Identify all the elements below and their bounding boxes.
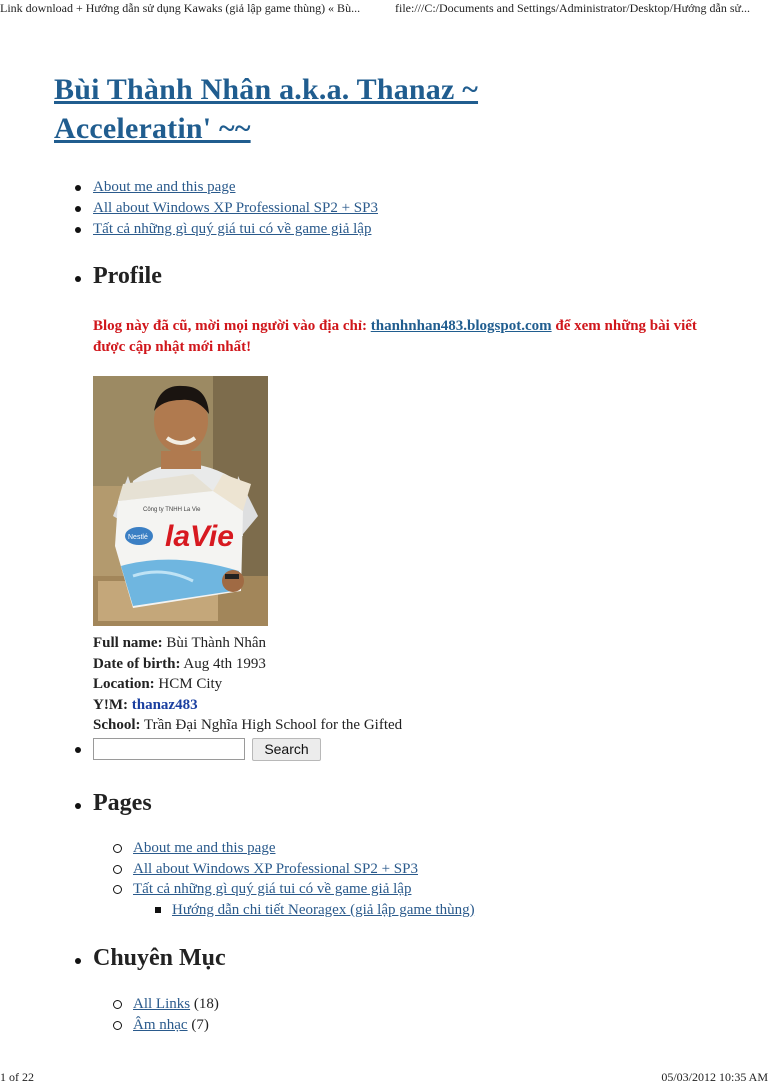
blog-title[interactable]: Bùi Thành Nhân a.k.a. Thanaz ~ Acceleratin' ~~ [54, 73, 479, 145]
pages-subitem [152, 900, 475, 921]
profile-photo-illustration [93, 376, 268, 626]
categories-heading: Chuyên Mục [60, 943, 226, 973]
pages-list [113, 838, 475, 920]
category-count: (18) [193, 996, 219, 1012]
print-header-title: Link download + Hướng dẫn sử dụng Kawaks (giả lập game thùng) « Bù... [0, 1, 361, 15]
category-item [113, 1015, 219, 1036]
category-link-am-nhac[interactable]: Âm nhạc [133, 1016, 188, 1033]
pages-item [113, 879, 475, 920]
profile-info [93, 633, 402, 736]
school-label: School: [93, 717, 141, 733]
dob-row [93, 654, 402, 675]
full-name-row [93, 633, 402, 654]
page-number: 1 of 22 [0, 1070, 34, 1084]
dob-value: Aug 4th 1993 [180, 655, 266, 672]
box-logo: laVie [165, 520, 234, 553]
new-blog-link[interactable]: thanhnhan483.blogspot.com [370, 318, 552, 334]
pages-link-neoragex[interactable]: Hướng dẫn chi tiết Neoragex (giả lập game thùng) [172, 901, 475, 918]
category-count: (7) [191, 1016, 209, 1033]
print-header [0, 0, 768, 16]
print-footer [0, 1068, 768, 1084]
print-header-url: file:///C:/Documents and Settings/Administrator/Desktop/Hướng dẫn sử... [395, 1, 750, 15]
print-datetime: 05/03/2012 10:35 AM [661, 1070, 768, 1084]
profile-heading: Profile [60, 261, 162, 291]
search-bullet [75, 747, 81, 753]
top-nav-link-about[interactable]: About me and this page [93, 179, 236, 195]
dob-label: Date of birth: [93, 655, 181, 672]
categories-list [113, 994, 219, 1035]
pages-item [113, 838, 456, 859]
box-tag: Nestlé [128, 534, 148, 541]
location-label: Location: [93, 676, 155, 692]
notice-prefix: Blog này đã cũ, mời mọi người vào địa chỉ: [93, 318, 371, 334]
category-item [113, 994, 219, 1015]
school-value: Trần Đại Nghĩa High School for the Gifted [140, 717, 403, 733]
notice-suffix: để xem những bài viết được cập nhật mới nhất! [93, 318, 697, 355]
search-input[interactable] [93, 738, 245, 760]
top-nav [60, 177, 378, 240]
full-name-value: Bùi Thành Nhân [162, 635, 267, 651]
ym-link[interactable]: thanaz483 [131, 696, 198, 713]
ym-row [93, 695, 402, 716]
pages-heading: Pages [60, 788, 152, 818]
top-nav-item [60, 198, 378, 219]
profile-photo [93, 376, 268, 626]
location-value: HCM City [154, 676, 223, 692]
school-row [93, 715, 402, 736]
pages-item [113, 859, 456, 880]
blog-moved-notice [93, 316, 713, 358]
top-nav-link-winxp[interactable]: All about Windows XP Professional SP2 + SP3 [93, 200, 378, 216]
ym-label: Y!M: [93, 696, 128, 713]
pages-link-emulator[interactable]: Tất cả những gì quý giá tui có về game giả lập [133, 881, 412, 897]
box-text: Công ty TNHH La Vie [143, 507, 201, 513]
pages-sublist [152, 900, 475, 921]
pages-link-about[interactable]: About me and this page [133, 840, 276, 856]
search-button[interactable]: Search [252, 738, 321, 761]
top-nav-item [60, 177, 378, 198]
pages-link-winxp[interactable]: All about Windows XP Professional SP2 + SP3 [133, 860, 418, 877]
top-nav-item [60, 219, 378, 240]
category-link-all-links[interactable]: All Links [133, 996, 191, 1012]
top-nav-link-emulator[interactable]: Tất cả những gì quý giá tui có về game giả lập [93, 221, 372, 237]
full-name-label: Full name: [93, 635, 163, 651]
location-row [93, 674, 402, 695]
